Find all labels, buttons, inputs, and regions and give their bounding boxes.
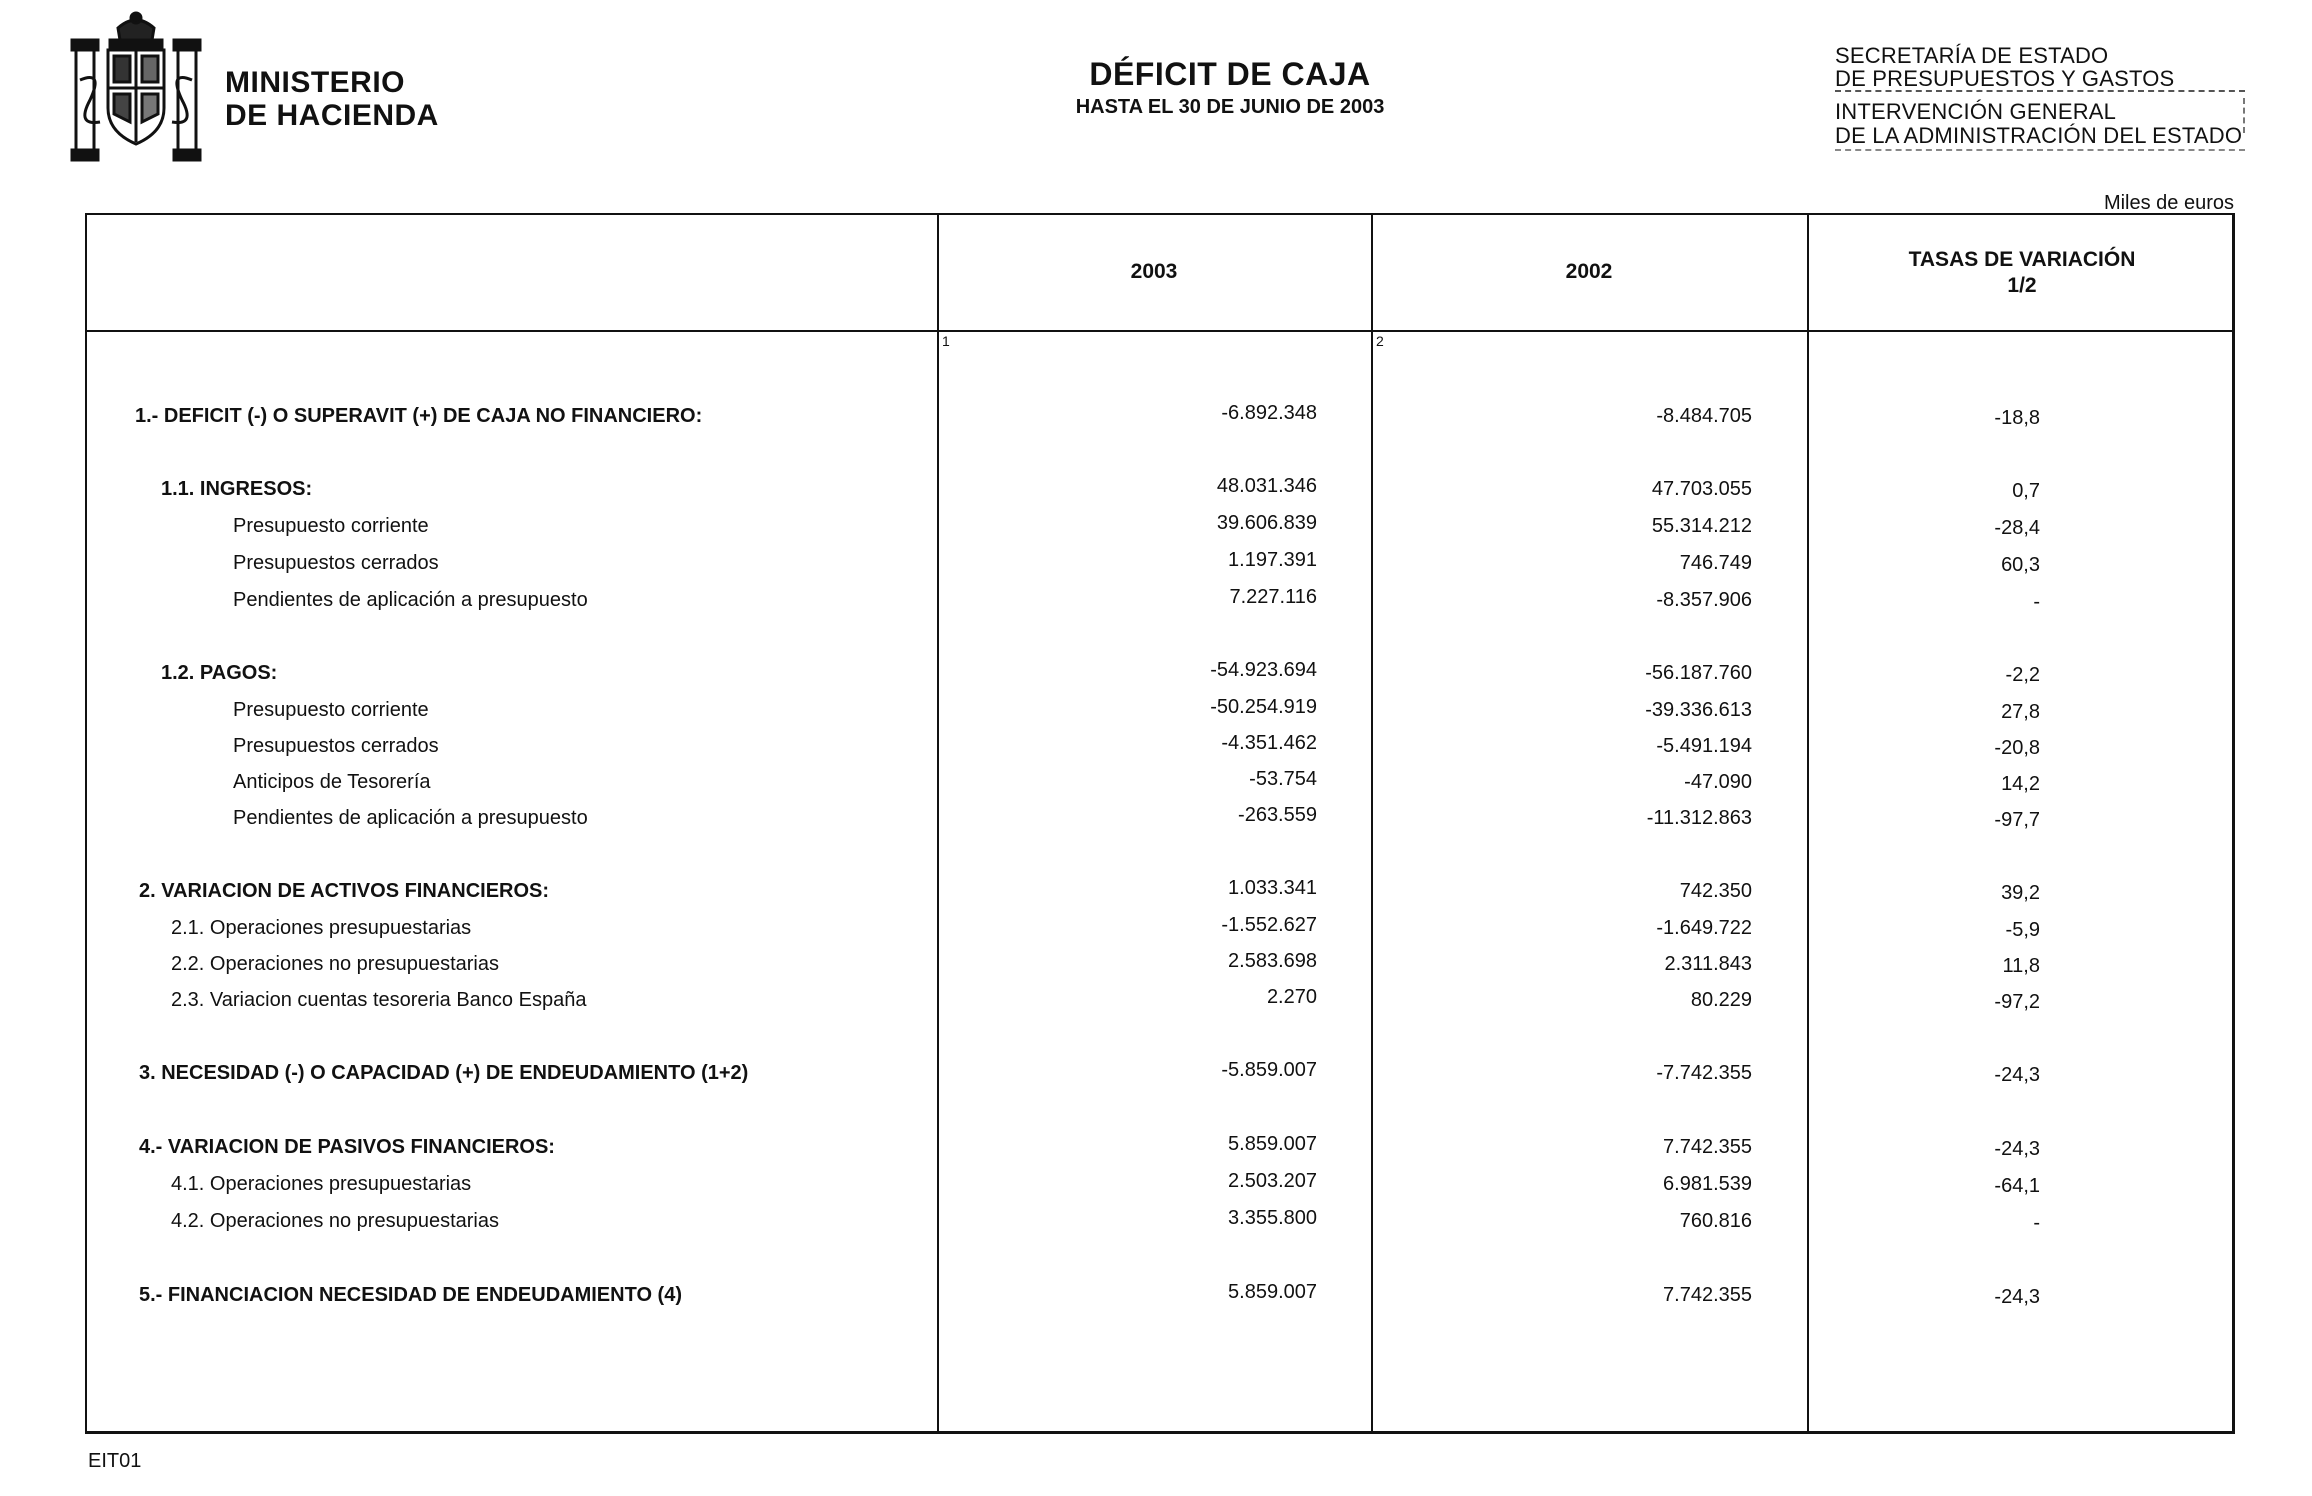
secretaria-line-2: DE PRESUPUESTOS Y GASTOS: [1835, 66, 2175, 91]
row-label: 4.1. Operaciones presupuestarias: [171, 1173, 472, 1195]
row-label: Anticipos de Tesorería: [233, 771, 431, 793]
value-2002: 760.816: [1679, 1210, 1752, 1232]
table-row: [87, 768, 2237, 801]
variation-rate: -28,4: [1994, 517, 2040, 539]
row-label: 2.2. Operaciones no presupuestarias: [171, 953, 499, 975]
row-label: 3. NECESIDAD (-) O CAPACIDAD (+) DE ENDEUDAMIENTO (1+2): [139, 1062, 749, 1084]
column-number-2: 2: [1376, 333, 1384, 349]
value-2002: 7.742.355: [1663, 1136, 1752, 1158]
row-label: Pendientes de aplicación a presupuesto: [233, 589, 588, 611]
value-2003: 5.859.007: [1228, 1133, 1317, 1155]
variation-rate: -: [2033, 1212, 2040, 1234]
variation-rate: 14,2: [2001, 773, 2040, 795]
table-row: [87, 1059, 2237, 1092]
row-label: Presupuesto corriente: [233, 515, 429, 537]
table-row: [87, 549, 2237, 582]
ministry-line-1: MINISTERIO: [225, 66, 406, 99]
value-2003: -4.351.462: [1221, 732, 1317, 754]
variation-rate: -24,3: [1994, 1138, 2040, 1160]
table-row: [87, 1133, 2237, 1166]
row-label: 2.1. Operaciones presupuestarias: [171, 917, 472, 939]
table-row: [87, 1170, 2237, 1203]
value-2003: 2.503.207: [1228, 1170, 1317, 1192]
header-separator: [87, 330, 2232, 332]
coat-of-arms-icon: [70, 10, 202, 162]
value-2002: 7.742.355: [1663, 1284, 1752, 1306]
variation-rate: -18,8: [1994, 407, 2040, 429]
table-row: [87, 732, 2237, 765]
rates-header-ratio: 1/2: [2007, 274, 2037, 297]
value-2003: -5.859.007: [1221, 1059, 1317, 1081]
intervencion-line-1: INTERVENCIÓN GENERAL: [1835, 99, 2117, 124]
header-divider: [1835, 90, 2245, 92]
value-2002: 2.311.843: [1664, 953, 1752, 975]
table-row: [87, 512, 2237, 545]
row-label: 1.2. PAGOS:: [161, 662, 278, 684]
value-2003: -1.552.627: [1221, 914, 1317, 936]
table-row: [87, 804, 2237, 837]
row-label: 2. VARIACION DE ACTIVOS FINANCIEROS:: [139, 880, 550, 902]
variation-rate: 60,3: [2001, 554, 2040, 576]
variation-rate: -64,1: [1994, 1175, 2040, 1197]
table-row: [87, 696, 2237, 729]
row-label: Presupuesto corriente: [233, 699, 429, 721]
column-number-1: 1: [942, 333, 950, 349]
value-2002: -8.484.705: [1656, 405, 1752, 427]
value-2002: -11.312.863: [1646, 807, 1752, 829]
value-2003: -6.892.348: [1221, 402, 1317, 424]
variation-rate: -20,8: [1994, 737, 2040, 759]
row-label: Presupuestos cerrados: [233, 735, 439, 757]
value-2002: 6.981.539: [1663, 1173, 1752, 1195]
column-header-2002: 2002: [1565, 260, 1613, 283]
row-label: 4.2. Operaciones no presupuestarias: [171, 1210, 499, 1232]
variation-rate: 39,2: [2001, 882, 2040, 904]
value-2003: 1.033.341: [1228, 877, 1317, 899]
column-header-2003: 2003: [1130, 260, 1178, 283]
row-label: 5.- FINANCIACION NECESIDAD DE ENDEUDAMIENTO (4): [139, 1284, 682, 1306]
value-2003: 7.227.116: [1229, 586, 1317, 608]
variation-rate: -97,2: [1994, 991, 2040, 1013]
value-2003: -263.559: [1238, 804, 1317, 826]
variation-rate: 11,8: [2002, 955, 2040, 977]
value-2002: 55.314.212: [1651, 515, 1752, 537]
value-2002: -47.090: [1684, 771, 1752, 793]
value-2003: -50.254.919: [1210, 696, 1317, 718]
row-label: 1.- DEFICIT (-) O SUPERAVIT (+) DE CAJA NO FINANCIERO:: [135, 405, 703, 427]
table-row: [87, 914, 2237, 947]
deficit-table: [85, 213, 2235, 1434]
variation-rate: -: [2033, 591, 2040, 613]
variation-rate: -2,2: [2005, 664, 2040, 686]
table-row: [87, 475, 2237, 508]
ministry-line-2: DE HACIENDA: [225, 99, 439, 132]
value-2003: -54.923.694: [1210, 659, 1317, 681]
value-2002: -39.336.613: [1645, 699, 1752, 721]
header-bottom-divider: [1835, 149, 2245, 151]
row-label: 1.1. INGRESOS:: [161, 478, 313, 500]
variation-rate: -5,9: [2005, 919, 2040, 941]
value-2002: 742.350: [1679, 880, 1752, 902]
column-header-rates: [1807, 247, 2237, 299]
table-row: [87, 659, 2237, 692]
value-2003: -53.754: [1249, 768, 1317, 790]
units-label: Miles de euros: [2103, 192, 2234, 214]
header-side-divider: [2243, 98, 2245, 133]
variation-rate: 0,7: [2012, 480, 2040, 502]
variation-rate: -97,7: [1994, 809, 2040, 831]
variation-rate: 27,8: [2001, 701, 2040, 723]
value-2002: 47.703.055: [1651, 478, 1752, 500]
value-2002: -5.491.194: [1656, 735, 1752, 757]
page-title: DÉFICIT DE CAJA: [1089, 56, 1371, 92]
variation-rate: -24,3: [1994, 1064, 2040, 1086]
row-label: Presupuestos cerrados: [233, 552, 439, 574]
value-2002: -56.187.760: [1645, 662, 1752, 684]
value-2002: 80.229: [1690, 989, 1752, 1011]
table-row: [87, 877, 2237, 910]
row-label: 4.- VARIACION DE PASIVOS FINANCIEROS:: [139, 1136, 555, 1158]
table-row: [87, 950, 2237, 983]
table-row: [87, 1281, 2237, 1314]
table-row: [87, 586, 2237, 619]
ministry-name: [225, 66, 439, 132]
secretaria-line-1: SECRETARÍA DE ESTADO: [1835, 43, 2109, 68]
intervencion-line-2: DE LA ADMINISTRACIÓN DEL ESTADO: [1835, 123, 2243, 148]
table-row: [87, 1207, 2237, 1240]
value-2003: 2.270: [1266, 986, 1317, 1008]
value-2003: 48.031.346: [1216, 475, 1317, 497]
document-code: EIT01: [88, 1450, 142, 1472]
value-2003: 2.583.698: [1228, 950, 1317, 972]
table-row: [87, 986, 2237, 1019]
value-2002: -1.649.722: [1656, 917, 1752, 939]
table-row: [87, 402, 2237, 435]
value-2002: 746.749: [1679, 552, 1752, 574]
value-2003: 1.197.391: [1228, 549, 1317, 571]
value-2003: 5.859.007: [1228, 1281, 1317, 1303]
variation-rate: -24,3: [1994, 1286, 2040, 1308]
page-subtitle: HASTA EL 30 DE JUNIO DE 2003: [1075, 96, 1385, 118]
rates-header-title: TASAS DE VARIACIÓN: [1908, 248, 2136, 271]
value-2002: -8.357.906: [1656, 589, 1752, 611]
value-2002: -7.742.355: [1656, 1062, 1752, 1084]
row-label: 2.3. Variacion cuentas tesoreria Banco España: [171, 989, 587, 1011]
value-2003: 3.355.800: [1228, 1207, 1317, 1229]
value-2003: 39.606.839: [1216, 512, 1317, 534]
row-label: Pendientes de aplicación a presupuesto: [233, 807, 588, 829]
